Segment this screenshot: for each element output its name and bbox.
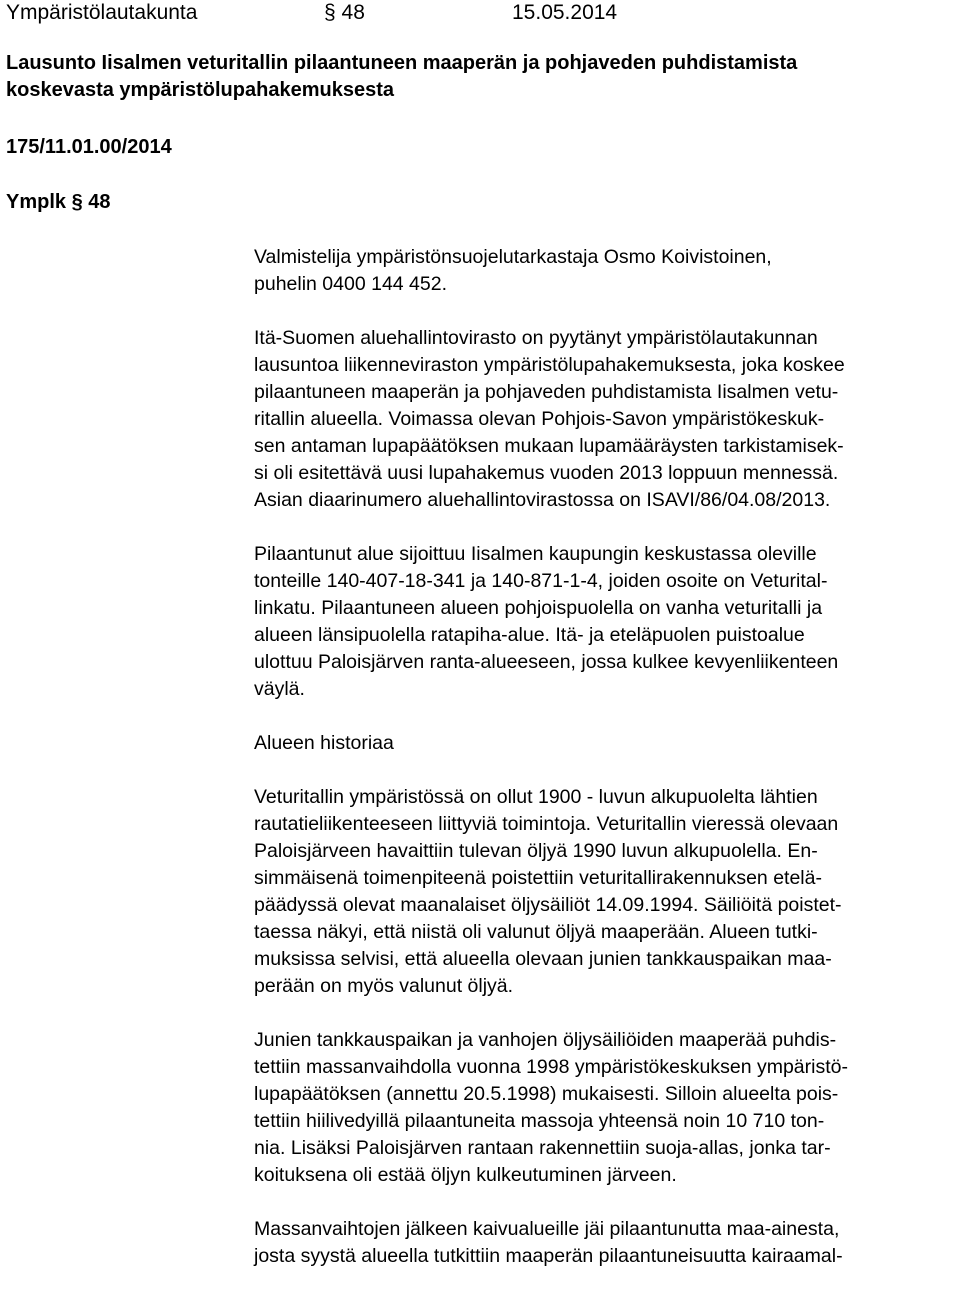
text-line: linkatu. Pilaantuneen alueen pohjoispuolella on vanha veturitalli ja <box>254 597 823 619</box>
text-line: nia. Lisäksi Paloisjärven rantaan rakennettiin suoja-allas, jonka tar- <box>254 1137 831 1159</box>
paragraph-after-excavation <box>254 1216 954 1270</box>
text-line: josta syystä alueella tutkittiin maaperän pilaantuneisuutta kairaamal- <box>254 1245 843 1267</box>
text-line: Valmistelija ympäristönsuojelutarkastaja Osmo Koivistoinen, <box>254 246 772 268</box>
text-line: Paloisjärveen havaittiin tulevan öljyä 1990 luvun alkupuolella. En- <box>254 840 818 862</box>
text-line: sen antaman lupapäätöksen mukaan lupamääräysten tarkistamisek- <box>254 435 844 457</box>
text-line: alueen länsipuolella ratapiha-alue. Itä- ja eteläpuolen puistoalue <box>254 624 805 646</box>
title-line: koskevasta ympäristölupahakemuksesta <box>6 79 394 101</box>
text-line: taessa näkyi, että niistä oli valunut öljyä maaperään. Alueen tutki- <box>254 921 818 943</box>
subheading-history <box>254 730 954 757</box>
text-line: Veturitallin ympäristössä on ollut 1900 - luvun alkupuolelta lähtien <box>254 786 818 808</box>
text-line: pilaantuneen maaperän ja pohjaveden puhdistamista Iisalmen vetu- <box>254 381 839 403</box>
text-line: tonteille 140-407-18-341 ja 140-871-1-4, joiden osoite on Veturital- <box>254 570 828 592</box>
text-line: si oli esitettävä uusi lupahakemus vuoden 2013 loppuun mennessä. <box>254 462 839 484</box>
text-line: lupapäätöksen (annettu 20.5.1998) mukaisesti. Silloin alueelta pois- <box>254 1083 839 1105</box>
text-line: tettiin hiilivedyillä pilaantuneita massoja yhteensä noin 10 710 ton- <box>254 1110 825 1132</box>
document-body <box>254 244 954 1297</box>
header-date: 15.05.2014 <box>512 1 618 24</box>
document-title <box>6 50 946 104</box>
text-line: väylä. <box>254 678 305 700</box>
title-line: Lausunto Iisalmen veturitallin pilaantuneen maaperän ja pohjaveden puhdistamista <box>6 52 798 74</box>
text-line: päädyssä olevat maanalaiset öljysäiliöt 14.09.1994. Säiliöitä poistet- <box>254 894 842 916</box>
text-line: Pilaantunut alue sijoittuu Iisalmen kaupungin keskustassa oleville <box>254 543 817 565</box>
subheading-text: Alueen historiaa <box>254 732 394 754</box>
text-line: perään on myös valunut öljyä. <box>254 975 514 997</box>
paragraph-location <box>254 541 954 703</box>
text-line: ulottuu Paloisjärven ranta-alueeseen, jossa kulkee kevyenliikenteen <box>254 651 839 673</box>
preparer-paragraph <box>254 244 954 298</box>
text-line: Itä-Suomen aluehallintovirasto on pyytänyt ympäristölautakunnan <box>254 327 818 349</box>
paragraph-cleanup <box>254 1027 954 1189</box>
text-line: ritallin alueella. Voimassa olevan Pohjois-Savon ympäristökeskuk- <box>254 408 825 430</box>
paragraph-history <box>254 784 954 1000</box>
section-label: Ymplk § 48 <box>6 191 111 213</box>
text-line: muksissa selvisi, että alueella olevaan junien tankkauspaikan maa- <box>254 948 832 970</box>
text-line: puhelin 0400 144 452. <box>254 273 448 295</box>
text-line: koituksena oli estää öljyn kulkeutuminen järveen. <box>254 1164 677 1186</box>
text-line: rautatieliikenteeseen liittyviä toimintoja. Veturitallin vieressä olevaan <box>254 813 839 835</box>
paragraph-request <box>254 325 954 514</box>
case-number: 175/11.01.00/2014 <box>6 136 172 158</box>
header-section-number: § 48 <box>324 1 365 24</box>
text-line: Asian diaarinumero aluehallintovirastossa on ISAVI/86/04.08/2013. <box>254 489 831 511</box>
header-organization: Ympäristölautakunta <box>6 1 198 24</box>
text-line: simmäisenä toimenpiteenä poistettiin veturitallirakennuksen etelä- <box>254 867 822 889</box>
text-line: Junien tankkauspaikan ja vanhojen öljysäiliöiden maaperää puhdis- <box>254 1029 837 1051</box>
text-line: tettiin massanvaihdolla vuonna 1998 ympäristökeskuksen ympäristö- <box>254 1056 848 1078</box>
text-line: lausuntoa liikenneviraston ympäristölupahakemuksesta, joka koskee <box>254 354 845 376</box>
text-line: Massanvaihtojen jälkeen kaivualueille jäi pilaantunutta maa-ainesta, <box>254 1218 840 1240</box>
